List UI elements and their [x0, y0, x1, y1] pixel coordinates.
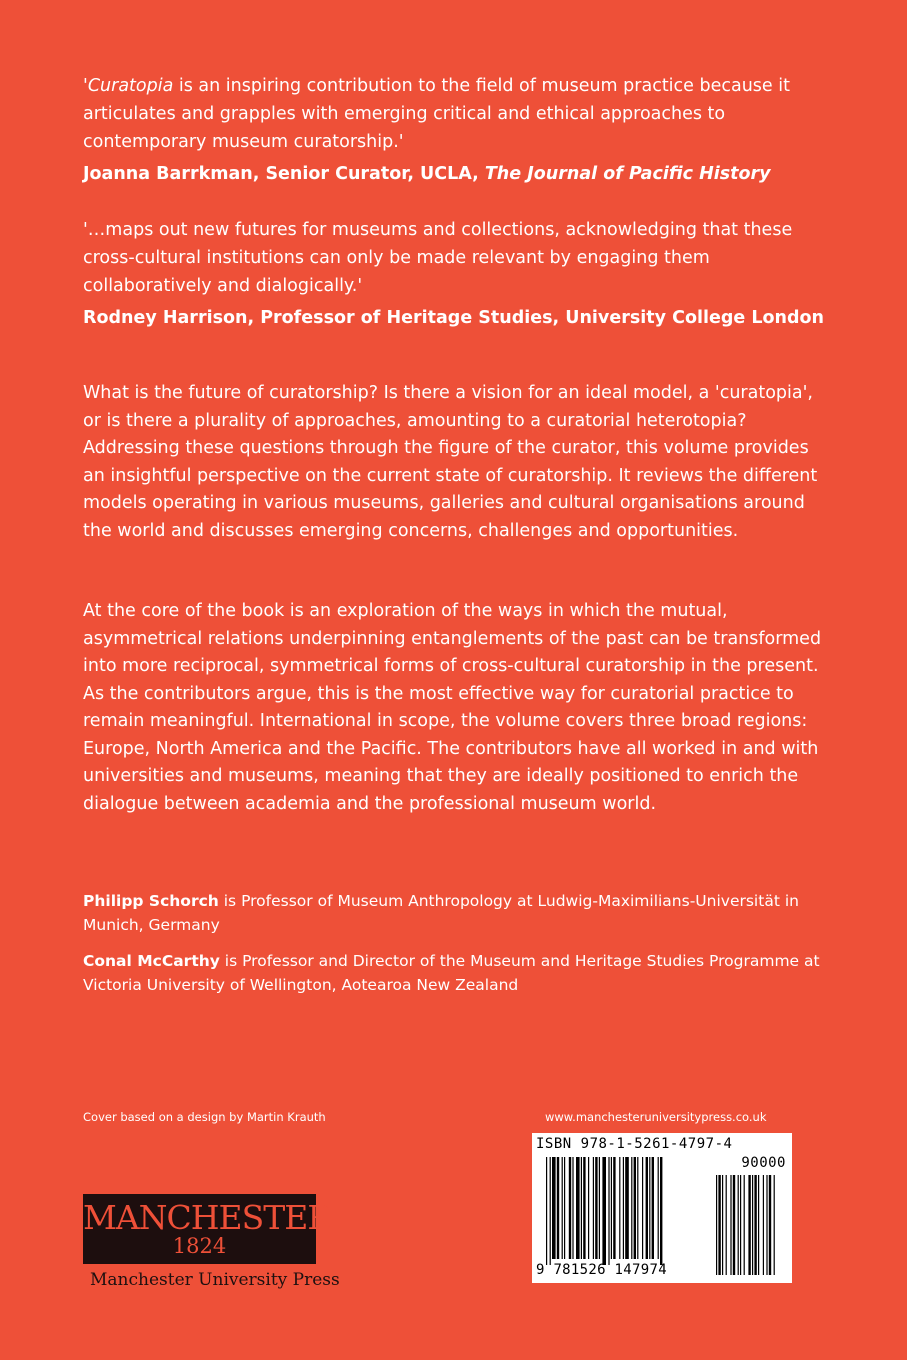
barcode-bar: [637, 1157, 638, 1259]
barcode-bar: [611, 1157, 612, 1259]
barcode-bar: [546, 1157, 547, 1265]
barcode-bar: [660, 1157, 662, 1265]
description-1: [83, 380, 823, 545]
author-bio-1: [83, 890, 823, 937]
barcode-bar: [588, 1157, 589, 1259]
barcode-bar: [562, 1157, 563, 1259]
logo-wordmark: MANCHESTER: [83, 1198, 332, 1237]
quote-1-open: ': [83, 76, 88, 96]
isbn-barcode: [532, 1133, 792, 1283]
barcode-addon-bar: [716, 1175, 717, 1275]
description-paragraph: At the core of the book is an exploration of the ways in which the mutual, asymmetrical relations underpinning entanglements of the past can be transformed into more reciprocal, symmetrical forms of cross-cultural curatorship in the present. As the contributors argue, this is the most effective way for curatorial practice to remain meaningful. International in scope, the volume covers three broad regions: Europe, North America and the Pacific. The contributors have all worked in and with universities and museums, meaning that they are ideally positioned to enrich the dialogue between academia and the professional museum world.: [83, 601, 822, 814]
quote-2: [83, 216, 823, 332]
barcode-addon-bar: [748, 1175, 750, 1275]
barcode-addon-bar: [769, 1175, 771, 1275]
author-bio-2: [83, 950, 823, 997]
cover-credit: Cover based on a design by Martin Krauth: [83, 1110, 326, 1124]
barcode-bar: [572, 1157, 573, 1259]
description-paragraph: What is the future of curatorship? Is there a vision for an ideal model, a 'curatopia', or is there a plurality of approaches, amounting to a curatorial heterotopia? Addressing these questions through the figure of the curator, this volume provides an insightful perspective on the current state of curatorship. It reviews the different models operating in various museums, galleries and cultural organisations around the world and discusses emerging concerns, challenges and opportunities.: [83, 383, 818, 541]
author-name: Conal McCarthy: [83, 952, 220, 970]
barcode-addon-bar: [763, 1175, 764, 1275]
isbn-text: ISBN 978-1-5261-4797-4: [536, 1136, 733, 1152]
author-bio-text: is Professor of Museum Anthropology at Ludwig-Maximilians-Universität in Munich, Germany: [83, 892, 799, 934]
barcode-addon-bar: [738, 1175, 739, 1275]
barcode-addon-bar: [740, 1175, 741, 1275]
quote-2-attribution: Rodney Harrison, Professor of Heritage Studies, University College London: [83, 308, 824, 328]
quote-1-attribution: [83, 160, 823, 188]
barcode-bar: [576, 1157, 580, 1259]
barcode-bar: [564, 1157, 565, 1259]
barcode-addon-bar: [774, 1175, 775, 1275]
description-2: [83, 598, 823, 818]
logo-year: 1824: [172, 1234, 227, 1258]
barcode-bar: [557, 1157, 559, 1259]
barcode-addon-bar: [754, 1175, 756, 1275]
barcode-bar: [569, 1157, 571, 1259]
barcode-bar: [646, 1157, 648, 1259]
barcode-bar: [634, 1157, 636, 1259]
barcode-bar: [652, 1157, 654, 1259]
barcode-addon-bar: [730, 1175, 731, 1275]
barcode-addon-bar: [758, 1175, 759, 1275]
author-name: Philipp Schorch: [83, 892, 219, 910]
ean-digits: 9 781526 147974: [536, 1262, 667, 1278]
barcode-bar: [608, 1157, 609, 1265]
barcode-bar: [649, 1157, 650, 1259]
publisher-website: www.manchesteruniversitypress.co.uk: [545, 1110, 767, 1124]
barcode-addon-bar: [744, 1175, 745, 1275]
barcode-bar: [602, 1157, 606, 1265]
barcode-bar: [619, 1157, 620, 1259]
barcode-bar: [625, 1157, 629, 1259]
quote-1-title: Curatopia: [87, 76, 174, 96]
barcode-bar: [583, 1157, 585, 1259]
barcode-bar: [593, 1157, 594, 1259]
barcode-bar: [631, 1157, 632, 1259]
barcode-addon-bar: [766, 1175, 767, 1275]
quote-1-source: The Journal of Pacific History: [484, 164, 771, 184]
barcode-addon-bar: [733, 1175, 735, 1275]
quote-1: [83, 72, 823, 188]
barcode-addon-bar: [722, 1175, 723, 1275]
barcode-bar: [552, 1157, 556, 1259]
barcode-bar: [581, 1157, 582, 1259]
publisher-name: Manchester University Press: [90, 1270, 340, 1290]
barcode-addon-bar: [726, 1175, 727, 1275]
barcode-bar: [658, 1157, 659, 1259]
barcode-bar: [595, 1157, 597, 1259]
barcode-bar: [642, 1157, 643, 1259]
quote-1-body: is an inspiring contribution to the field of museum practice because it articulates and grapples with emerging critical and ethical approaches to contemporary museum curatorship.': [83, 76, 790, 152]
publisher-logo: [83, 1194, 332, 1264]
barcode-bar: [613, 1157, 615, 1259]
author-bio-text: is Professor and Director of the Museum and Heritage Studies Programme at Victoria University of Wellington, Aotearoa New Zealand: [83, 952, 820, 994]
barcode-bar: [550, 1157, 551, 1265]
barcode-bar: [623, 1157, 624, 1259]
barcode-addon-bar: [752, 1175, 753, 1275]
barcode-addon-bar: [718, 1175, 720, 1275]
barcode-bar: [599, 1157, 600, 1259]
price-code: 90000: [741, 1155, 786, 1171]
quote-1-text: [83, 72, 823, 156]
quote-1-author: Joanna Barrkman, Senior Curator, UCLA,: [83, 164, 485, 184]
quote-2-text: '…maps out new futures for museums and collections, acknowledging that these cross-cultural institutions can only be made relevant by engaging them collaboratively and dialogically.': [83, 220, 793, 296]
